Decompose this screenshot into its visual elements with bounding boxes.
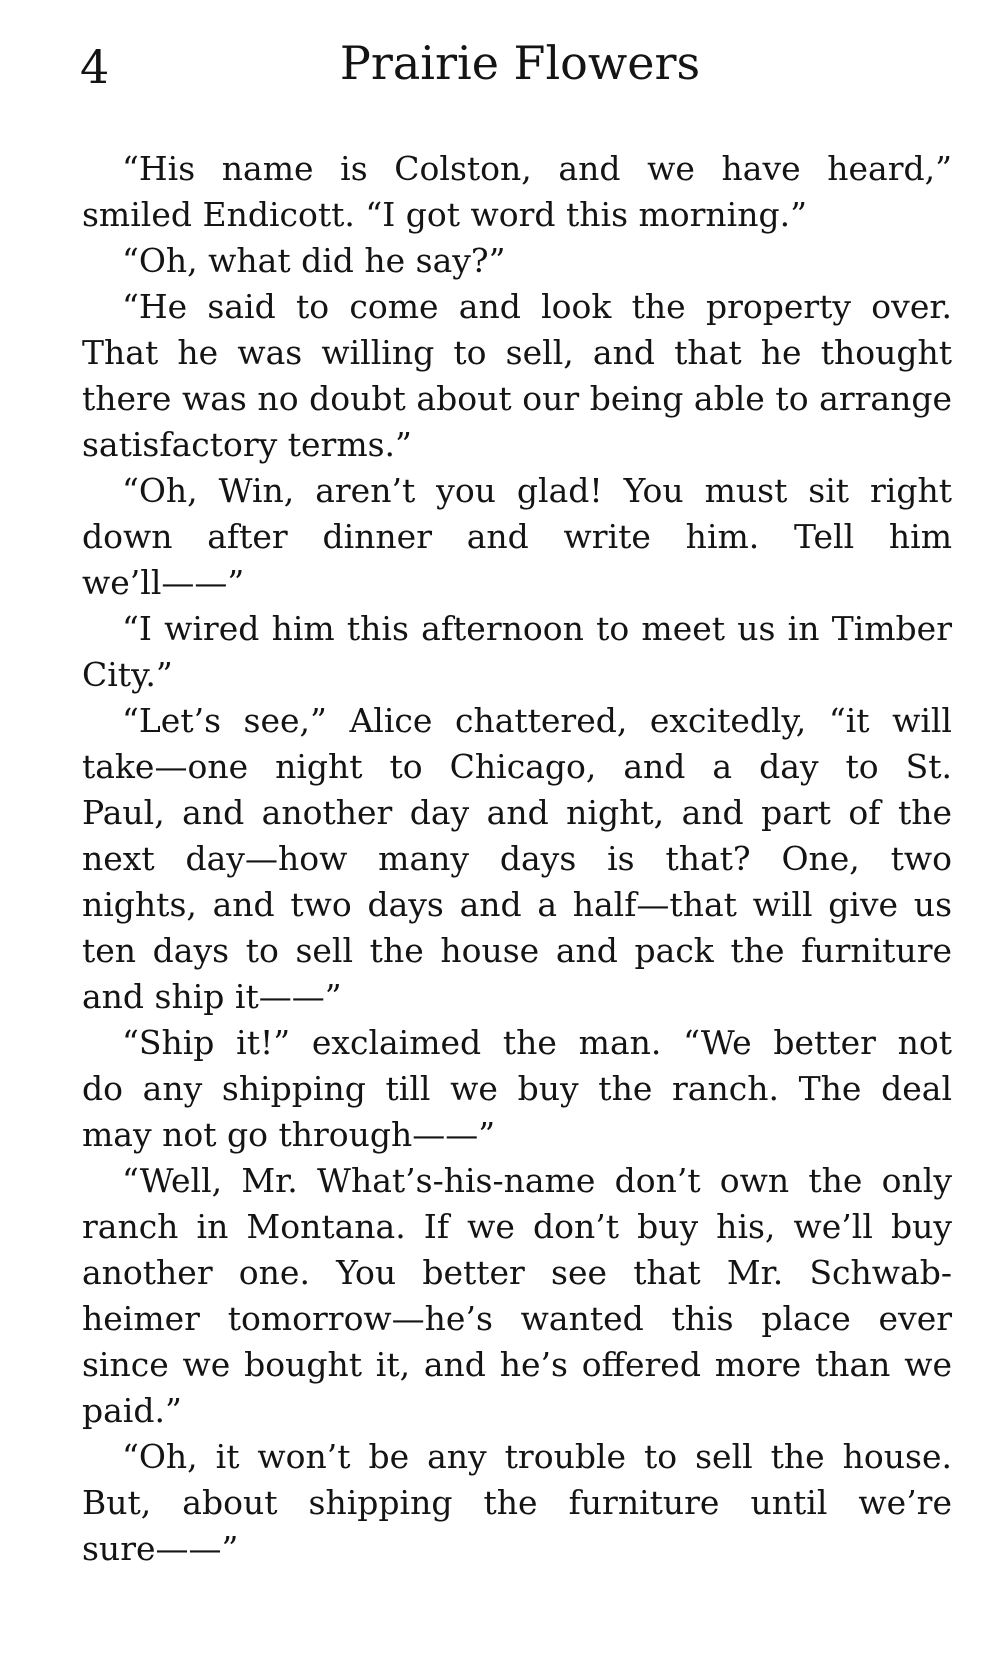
text-line: “Well, Mr. What’s-his-name don’t own the only bbox=[122, 1161, 952, 1200]
text-line: “I wired him this afternoon to meet us in Timber bbox=[122, 609, 952, 648]
text-line: sure——” bbox=[82, 1529, 239, 1568]
text-line: “Oh, it won’t be any trouble to sell the house. bbox=[122, 1437, 952, 1476]
text-line: “Oh, Win, aren’t you glad! You must sit right bbox=[122, 471, 952, 510]
text-line: “His name is Colston, and we have heard,” bbox=[122, 149, 952, 188]
text-line: next day—how many days is that? One, two bbox=[82, 839, 952, 878]
text-line: take—one night to Chicago, and a day to St. bbox=[82, 747, 952, 786]
text-line: “Oh, what did he say?” bbox=[122, 241, 506, 280]
text-line: heimer tomorrow—he’s wanted this place ever bbox=[82, 1299, 952, 1338]
text-line: But, about shipping the furniture until we’re bbox=[82, 1483, 952, 1522]
text-line: another one. You better see that Mr. Schwab- bbox=[82, 1253, 952, 1292]
text-line: Paul, and another day and night, and part of the bbox=[82, 793, 952, 832]
text-line: “He said to come and look the property over. bbox=[122, 287, 952, 326]
text-line: “Ship it!” exclaimed the man. “We better not bbox=[122, 1023, 952, 1062]
text-line: do any shipping till we buy the ranch. The deal bbox=[82, 1069, 952, 1108]
text-line: ranch in Montana. If we don’t buy his, we’ll buy bbox=[82, 1207, 952, 1246]
text-line: ten days to sell the house and pack the furniture bbox=[82, 931, 952, 970]
text-line: That he was willing to sell, and that he thought bbox=[82, 333, 952, 372]
text-line: paid.” bbox=[82, 1391, 182, 1430]
text-line: City.” bbox=[82, 655, 173, 694]
text-line: and ship it——” bbox=[82, 977, 342, 1016]
text-line: there was no doubt about our being able to arrange bbox=[82, 379, 952, 418]
text-line: we’ll——” bbox=[82, 563, 245, 602]
page-number: 4 bbox=[80, 40, 110, 94]
text-line: may not go through——” bbox=[82, 1115, 496, 1154]
text-line: “Let’s see,” Alice chattered, excitedly, “it will bbox=[122, 701, 952, 740]
text-line: since we bought it, and he’s offered more than we bbox=[82, 1345, 952, 1384]
text-line: nights, and two days and a half—that will give us bbox=[82, 885, 952, 924]
running-title: Prairie Flowers bbox=[339, 36, 701, 90]
body-text bbox=[82, 146, 952, 1572]
text-line: smiled Endicott. “I got word this morning.” bbox=[82, 195, 807, 234]
text-line: down after dinner and write him. Tell him bbox=[82, 517, 952, 556]
text-line: satisfactory terms.” bbox=[82, 425, 412, 464]
